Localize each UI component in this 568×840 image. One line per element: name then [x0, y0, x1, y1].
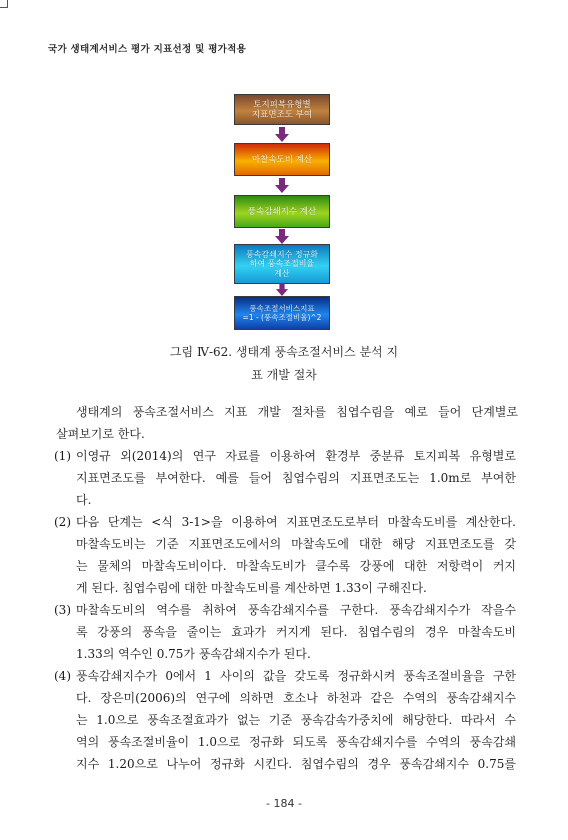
down-arrow-icon [275, 283, 289, 296]
flow-step-2: 마찰속도비 계산 [234, 143, 330, 176]
figure-caption: 그림 Ⅳ-62. 생태계 풍속조절서비스 분석 지 [169, 345, 399, 359]
item-line: 게 된다. 침엽수림에 대한 마찰속도비를 계산하면 1.33이 구해진다. [76, 581, 427, 595]
item-line: 록 강풍의 풍속을 줄이는 효과가 커지게 된다. 침엽수림의 경우 마찰속도비 [76, 625, 516, 639]
item-number: (2) [54, 515, 71, 529]
item-line: 지수 1.20으로 나누어 정규화 시킨다. 침엽수림의 경우 풍속감쇄지수 0.75를 [76, 757, 516, 771]
item-line: 지표면조도를 부여한다. 예를 들어 침엽수림의 지표면조도는 1.0m로 부여한 [76, 471, 516, 485]
item-line: 풍속감쇄지수가 0에서 1 사이의 값을 갖도록 정규화시켜 풍속조절비율을 구한 [76, 669, 516, 683]
flow-step-3: 풍속감쇄지수 계산 [234, 195, 330, 228]
flow-step-5: 풍속조절서비스지표 =1 - (풍속조절비율)^2 [234, 296, 330, 330]
down-arrow-icon [275, 127, 289, 142]
item-number: (3) [54, 603, 71, 617]
item-line: 는 물체의 마찰속도비이다. 마찰속도비가 클수록 강풍에 대한 저항력이 커지 [76, 559, 516, 573]
item-number: (1) [54, 449, 71, 463]
flow-step-4: 풍속감쇄지수 정규화 하여 풍속조절비율 계산 [234, 244, 330, 284]
running-header: 국가 생태계서비스 평가 지표선정 및 평가적용 [48, 44, 247, 55]
item-line: 다. 장은미(2006)의 연구에 의하면 호소나 하천과 같은 수역의 풍속감쇄지수 [76, 691, 516, 705]
item-line: 마찰속도비는 기준 지표면조도에서의 마찰속도에 대한 해당 지표면조도를 갖 [76, 537, 516, 551]
flowchart [0, 0, 568, 340]
item-line: 역의 풍속조절비율이 1.0으로 정규화 되도록 풍속감쇄지수를 수역의 풍속감쇄 [76, 735, 516, 749]
item-line: 1.33의 역수인 0.75가 풍속감쇄지수가 된다. [76, 647, 311, 661]
down-arrow-icon [275, 229, 289, 244]
item-line: 이영규 외(2014)의 연구 자료를 이용하여 환경부 중분류 토지피복 유형별로 [76, 449, 516, 463]
item-line: 는 1.0으로 풍속조절효과가 없는 기준 풍속감속가중치에 해당한다. 따라서 수 [76, 713, 516, 727]
item-line: 다음 단계는 <식 3-1>을 이용하여 지표면조도로부터 마찰속도비를 계산한다. [76, 515, 516, 529]
paragraph-line: 생태계의 풍속조절서비스 지표 개발 절차를 침엽수림을 예로 들어 단계별로 [76, 405, 518, 419]
paragraph-line: 살펴보기로 한다. [56, 427, 145, 441]
figure-caption-continued: 표 개발 절차 [251, 368, 317, 382]
flow-step-1: 토지피복유형별 지표면조도 부여 [234, 94, 330, 125]
page-number: - 184 - [266, 797, 302, 810]
item-number: (4) [54, 669, 71, 683]
item-line: 다. [76, 493, 92, 507]
down-arrow-icon [275, 178, 289, 193]
item-line: 마찰속도비의 역수를 취하여 풍속감쇄지수를 구한다. 풍속감쇄지수가 작을수 [76, 603, 516, 617]
